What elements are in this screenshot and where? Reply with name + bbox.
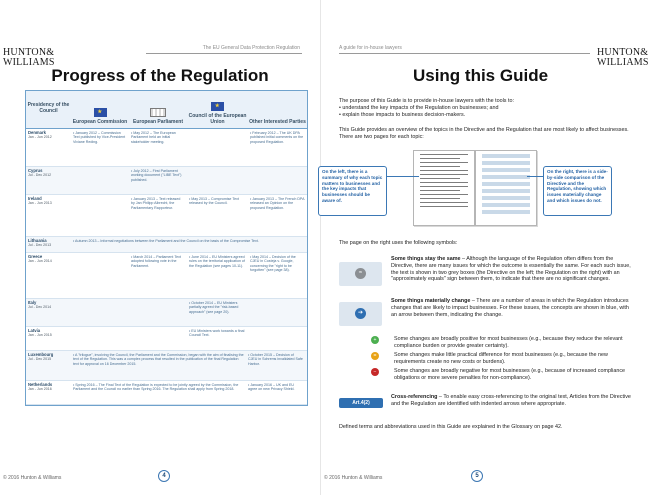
parliament-cell: • July 2012 – First Parliament working document ("LIBE Text") published. xyxy=(131,169,182,182)
presidency-cell xyxy=(26,253,71,298)
logo xyxy=(3,48,55,68)
logo-line-1: HUNTON& xyxy=(3,47,55,58)
presidency-name: Latvia xyxy=(28,328,41,333)
eu-flag-icon xyxy=(94,108,107,117)
table-row xyxy=(26,327,307,351)
col-council-label: Council of the European Union xyxy=(188,113,247,125)
presidency-dates: Jan - Jun 2014 xyxy=(28,259,52,264)
parliament-cell xyxy=(129,327,187,350)
right-page xyxy=(320,0,649,495)
intro-bullets xyxy=(339,105,629,119)
eu-flag-icon xyxy=(211,102,224,111)
xref-lead: Cross-referencing xyxy=(391,394,438,400)
col-other-label: Other Interested Parties xyxy=(249,119,306,125)
span-cell: • A "trilogue", involving the Council, the Parliament and the Commission, began with the aim of finalising the text of the Regulation. This was a complex process that resulted in the publication of the final Regulation text for approval on 16 December 2015. xyxy=(73,353,244,366)
symbol-negative-text: Some changes are broadly negative for most businesses (e.g., because of increased compliance obligations or more severe penalties for non-compliance). xyxy=(394,368,626,381)
page-number: 4 xyxy=(158,470,170,482)
positive-icon: + xyxy=(371,336,379,344)
approx-equals-icon: ≈ xyxy=(339,262,382,286)
table-row xyxy=(26,253,307,299)
logo-line-1: HUNTON& xyxy=(597,47,649,58)
symbol-positive-text: Some changes are broadly positive for most businesses (e.g., because they reduce the relevant compliance burden or provide greater certainty). xyxy=(394,336,623,349)
symbol-xref-text xyxy=(391,394,631,408)
commission-cell: • January 2012 – Commission Text published by Vice-President Viviane Reding. xyxy=(73,131,126,144)
table-row xyxy=(26,167,307,195)
symbol-change-text xyxy=(391,298,631,318)
neutral-icon: = xyxy=(371,352,379,360)
header-rule xyxy=(339,53,590,54)
col-commission xyxy=(71,91,129,128)
footer: © 2016 Hunton & Williams xyxy=(3,475,62,481)
council-cell xyxy=(187,167,248,194)
footer: © 2016 Hunton & Williams xyxy=(324,475,383,481)
other-parties-cell xyxy=(248,167,307,194)
other-parties-cell: • October 2015 – Decision of CJEU in Schrems invalidated Safe Harbor. xyxy=(248,353,303,366)
col-presidency: Presidency of the Council xyxy=(27,102,70,114)
presidency-cell xyxy=(26,237,71,252)
council-cell: • EU Ministers work towards a final Council Text. xyxy=(189,329,245,338)
presidency-dates: Jan - Jun 2012 xyxy=(28,135,52,140)
logo xyxy=(597,48,649,68)
table-row xyxy=(26,381,307,405)
header-rule xyxy=(146,53,302,54)
callout-left-arrow xyxy=(387,176,419,177)
presidency-dates: Jul - Dec 2015 xyxy=(28,357,52,362)
article-badge: Art.4(2) xyxy=(339,398,383,408)
arrow-icon: ➔ xyxy=(339,302,382,326)
commission-cell xyxy=(71,253,129,298)
callout-right-arrow xyxy=(527,176,543,177)
other-parties-cell xyxy=(248,299,307,326)
intro-paragraph xyxy=(339,98,629,118)
table-row xyxy=(26,237,307,253)
council-cell: • October 2014 – EU Ministers partially agreed the "risk-based approach" (see page 20). xyxy=(189,301,239,314)
presidency-dates: Jul - Dec 2012 xyxy=(28,173,52,178)
commission-cell xyxy=(71,195,129,236)
symbol-little xyxy=(339,352,631,368)
commission-cell xyxy=(71,299,129,326)
parliament-cell: • May 2012 – The European Parliament held an initial stakeholder meeting. xyxy=(131,131,176,144)
presidency-name: Luxembourg xyxy=(28,352,54,357)
symbol-negative xyxy=(339,368,631,390)
presidency-dates: Jan - Jun 2013 xyxy=(28,201,52,206)
col-other xyxy=(248,91,307,128)
col-parliament-label: European Parliament xyxy=(132,119,183,125)
bullet-item: • understand the key impacts of the Regulation on businesses; and xyxy=(339,105,629,112)
col-commission-label: European Commission xyxy=(72,119,128,125)
council-cell: • May 2013 – Compromise Text released by the Council. xyxy=(189,197,239,206)
presidency-cell xyxy=(26,327,71,350)
presidency-cell xyxy=(26,195,71,236)
overview-paragraph: This Guide provides an overview of the topics in the Directive and the Regulation that are most likely to affect businesses. There are two pages for each topic: xyxy=(339,127,629,140)
intro-text: The purpose of this Guide is to provide in-house lawyers with the tools to: xyxy=(339,98,514,104)
other-parties-cell: • January 2016 – UK and EU agree on new Privacy Shield. xyxy=(248,383,295,392)
symbols-intro: The page on the right uses the following symbols: xyxy=(339,240,458,246)
symbol-change xyxy=(339,298,631,336)
span-cell: • Spring 2016 – The Final Text of the Regulation is expected to be jointly agreed by the Commission, the Parliament and the Council no earlier than Spring 2016. The Regulation shall apply from Spring 2018. xyxy=(73,383,239,392)
col-council xyxy=(187,91,248,128)
presidency-dates: Jul - Dec 2013 xyxy=(28,243,52,248)
presidency-name: Lithuania xyxy=(28,238,47,243)
table-row xyxy=(26,195,307,237)
col-parliament xyxy=(129,91,187,128)
symbol-same xyxy=(339,256,631,298)
presidency-name: Denmark xyxy=(28,130,46,135)
presidency-dates: Jan - Jun 2015 xyxy=(28,333,52,338)
page-title: Progress of the Regulation xyxy=(51,66,269,85)
presidency-cell xyxy=(26,129,71,166)
symbol-change-lead: Some things materially change xyxy=(391,298,471,304)
negative-icon: − xyxy=(371,368,379,376)
symbol-little-text: Some changes make little practical difference for most businesses (e.g., because the new requirements create no new costs or burdens). xyxy=(394,352,608,365)
glossary-note: Defined terms and abbreviations used in this Guide are explained in the Glossary on page 42. xyxy=(339,424,563,430)
commission-cell xyxy=(71,327,129,350)
symbol-same-text xyxy=(391,256,631,283)
council-cell: • June 2014 – EU Ministers agreed rules on the territorial application of the Regulation (see pages 10-11). xyxy=(189,255,245,268)
callout-left: On the left, there is a summary of why each topic matters to businesses and the key impacts that businesses should be aware of. xyxy=(318,166,387,216)
bullet-item: • explain those impacts to business decision-makers. xyxy=(339,112,629,119)
presidency-dates: Jan - Jun 2016 xyxy=(28,387,52,392)
presidency-name: Netherlands xyxy=(28,382,53,387)
presidency-name: Cyprus xyxy=(28,168,43,173)
running-head: A guide for in-house lawyers xyxy=(339,45,402,51)
presidency-cell xyxy=(26,167,71,194)
symbol-same-lead: Some things stay the same xyxy=(391,256,461,262)
left-page xyxy=(0,0,320,495)
presidency-name: Ireland xyxy=(28,196,42,201)
table-body xyxy=(26,129,307,405)
symbol-same-body: – Although the language of the Regulation often differs from the Directive, there are many issues for which the outcome is essentially the same. For each such issue, the text is shown in two grey boxes (the Directive on the left; the Regulation on the right) with an "approximately equals" sign between them, to indicate that there are no significant changes. xyxy=(391,256,631,283)
commission-cell xyxy=(71,167,129,194)
parliament-cell: • March 2014 – Parliament Text adopted following vote in the Parliament. xyxy=(131,255,181,268)
left-page-illustration xyxy=(413,150,475,226)
span-cell: • Autumn 2013 – Informal negotiations between the Parliament and the Council on the basis of the Compromise Text. xyxy=(73,239,259,243)
table-row xyxy=(26,129,307,167)
council-cell xyxy=(187,129,248,166)
symbol-positive xyxy=(339,336,631,352)
parliament-cell: • January 2013 – Text released by Jan Philipp Albrecht, the Parliamentary Rapporteur. xyxy=(131,197,181,210)
presidency-name: Italy xyxy=(28,300,37,305)
xref-body: – To enable easy cross-referencing to the original text, Articles from the Directive and the Regulation are identified with indented arrows where appropriate. xyxy=(391,394,631,407)
other-parties-cell: • May 2014 – Decision of the CJEU in Costeja v. Google, concerning the "right to be forgotten" (see page 38). xyxy=(250,255,296,272)
parliament-building-icon xyxy=(150,108,166,117)
other-parties-cell: • January 2013 – The French DPA released an Opinion on the proposed Regulation. xyxy=(250,197,305,210)
presidency-cell xyxy=(26,381,71,404)
running-head: The EU General Data Protection Regulation xyxy=(202,45,300,51)
table-row xyxy=(26,351,307,381)
logo-line-2: WILLIAMS xyxy=(597,57,649,68)
presidency-name: Greece xyxy=(28,254,43,259)
other-parties-cell xyxy=(248,327,307,350)
other-parties-cell: • February 2012 – The UK DPA published initial comments on the proposed Regulation. xyxy=(250,131,304,144)
symbol-change-body: – There are a number of areas in which the Regulation introduces changes that are likely to impact businesses. For these issues, the concepts are shown in blue, with an arrow between them, indicating the change. xyxy=(391,298,629,318)
page-number: 5 xyxy=(471,470,483,482)
table-header xyxy=(26,91,307,129)
callout-right: On the right, there is a side-by-side comparison of the Directive and the Regulation, showing which issues materially change and which issues do not. xyxy=(543,166,612,216)
progress-table xyxy=(25,90,308,406)
page-title: Using this Guide xyxy=(412,66,549,85)
presidency-dates: Jul - Dec 2014 xyxy=(28,305,52,310)
right-page-illustration xyxy=(475,150,537,226)
logo-line-2: WILLIAMS xyxy=(3,57,55,68)
table-row xyxy=(26,299,307,327)
parliament-cell xyxy=(129,299,187,326)
presidency-cell xyxy=(26,351,71,380)
presidency-cell xyxy=(26,299,71,326)
symbol-xref xyxy=(339,394,631,414)
